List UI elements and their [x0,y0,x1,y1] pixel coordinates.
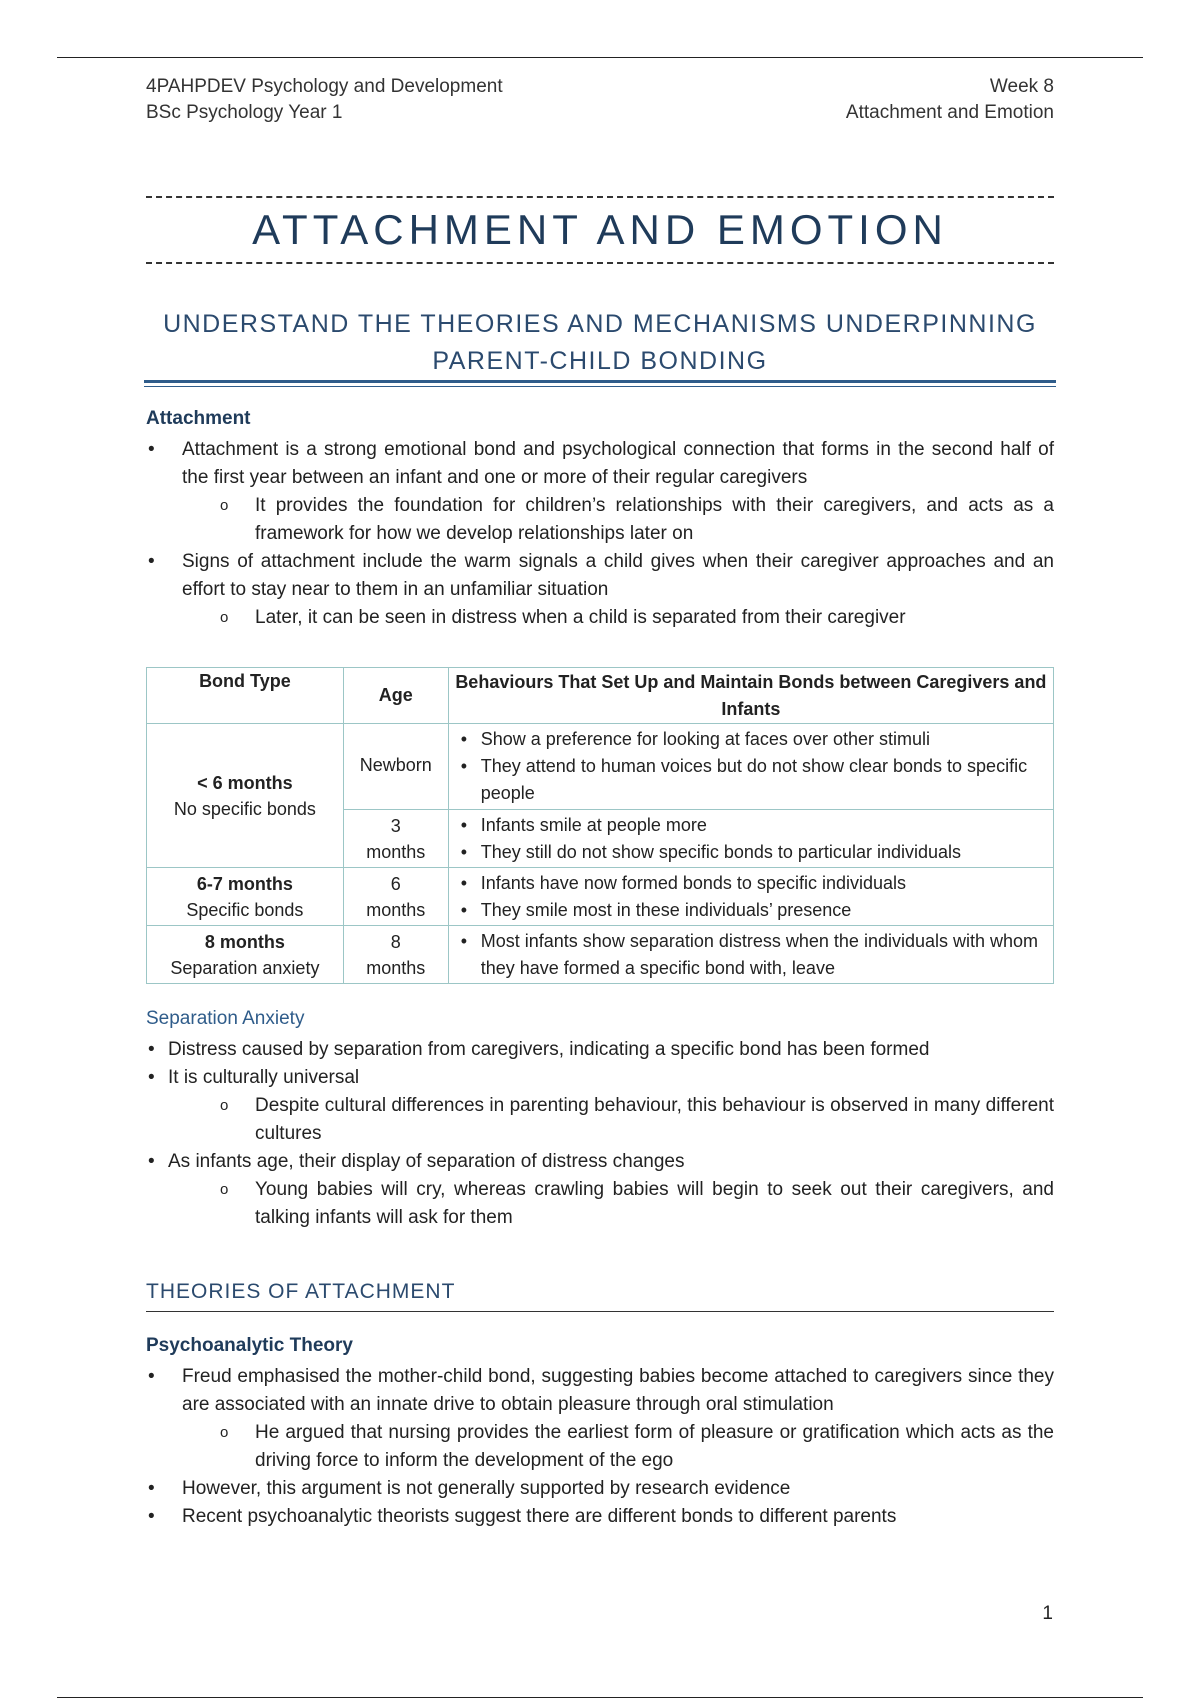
theories-heading: THEORIES OF ATTACHMENT [146,1280,456,1303]
table-row [147,926,1054,984]
subtitle-line-2: PARENT-CHILD BONDING [432,347,768,375]
separation-heading: Separation Anxiety [146,1008,305,1029]
list-item: • Attachment is a strong emotional bond and psychological connection that forms in the second half of the first year between an infant and one or more of their regular caregivers o It provides the foundation for children’s relationships with their caregivers, and acts as a framework for how we develop relationships later on [146,436,1054,548]
list-item: • Signs of attachment include the warm signals a child gives when their caregiver approaches and an effort to stay near to them in an unfamiliar situation o Later, it can be seen in distress when a child is separated from their caregiver [146,548,1054,632]
behaviours-cell: • Infants smile at people more • They still do not show specific bonds to particular individuals [448,810,1053,868]
table-row [147,868,1054,926]
course-code: 4PAHPDEV Psychology and Development [146,76,503,97]
list-item: • Freud emphasised the mother-child bond, suggesting babies become attached to caregivers since they are associated with an innate drive to obtain pleasure through oral stimulation o He argued that nursing provides the earliest form of pleasure or gratification which acts as the driving force to inform the development of the ego [146,1363,1054,1475]
list-item: • However, this argument is not generally supported by research evidence [146,1475,1054,1503]
page-number: 1 [1042,1603,1053,1624]
dashed-rule-bottom [146,262,1054,264]
theories-section [146,1277,1054,1312]
attachment-list [146,436,1054,632]
sub-list-item: o He argued that nursing provides the earliest form of pleasure or gratification which acts as the driving force to inform the development of the ego [146,1419,1054,1475]
list-item: • Distress caused by separation from caregivers, indicating a specific bond has been formed [146,1036,1054,1064]
psychoanalytic-section [146,1333,1054,1531]
bond-type-cell: 8 months Separation anxiety [147,926,344,984]
programme: BSc Psychology Year 1 [146,102,343,123]
title-block [146,196,1054,264]
sub-list-item: o Young babies will cry, whereas crawling babies will begin to seek out their caregivers, and talking infants will ask for them [146,1176,1054,1232]
list-item: • Recent psychoanalytic theorists suggest there are different bonds to different parents [146,1503,1054,1531]
table-row [147,724,1054,810]
separation-section [146,1006,1054,1232]
attachment-section [146,406,1054,632]
age-cell: 6 months [343,868,448,926]
bond-type-cell: < 6 months No specific bonds [147,724,344,868]
subtitle-rule-thin [144,386,1056,387]
table-header-row [147,668,1054,724]
psychoanalytic-list [146,1363,1054,1531]
behaviours-cell: • Show a preference for looking at faces over other stimuli • They attend to human voices but do not show clear bonds to specific people [448,724,1053,810]
top-rule [57,57,1143,58]
header-age: Age [343,668,448,724]
subtitle-line-1: UNDERSTAND THE THEORIES AND MECHANISMS UNDERPINNING [163,310,1037,338]
topic-label: Attachment and Emotion [845,102,1054,123]
theories-rule [146,1311,1054,1312]
age-cell: Newborn [343,724,448,810]
subtitle [146,306,1054,380]
list-item: • As infants age, their display of separation of distress changes o Young babies will cry, whereas crawling babies will begin to seek out their caregivers, and talking infants will ask for them [146,1148,1054,1232]
sub-list-item: o Later, it can be seen in distress when a child is separated from their caregiver [146,604,1054,632]
sub-list-item: o It provides the foundation for children’s relationships with their caregivers, and acts as a framework for how we develop relationships later on [146,492,1054,548]
header-bond-type: Bond Type [147,668,344,724]
psychoanalytic-heading: Psychoanalytic Theory [146,1335,353,1356]
attachment-heading: Attachment [146,408,251,429]
separation-list [146,1036,1054,1232]
list-item: • It is culturally universal o Despite cultural differences in parenting behaviour, this behaviour is observed in many different cultures [146,1064,1054,1148]
bond-table [146,667,1054,984]
page-title: ATTACHMENT AND EMOTION [252,206,948,253]
bottom-rule [57,1697,1143,1698]
bond-type-cell: 6-7 months Specific bonds [147,868,344,926]
sub-list-item: o Despite cultural differences in parenting behaviour, this behaviour is observed in many different cultures [146,1092,1054,1148]
header-behaviours: Behaviours That Set Up and Maintain Bonds between Caregivers and Infants [448,668,1053,724]
behaviours-cell: • Infants have now formed bonds to specific individuals • They smile most in these individuals’ presence [448,868,1053,926]
behaviours-cell: • Most infants show separation distress when the individuals with whom they have formed a specific bond with, leave [448,926,1053,984]
week-label: Week 8 [989,76,1054,97]
age-cell: 3 months [343,810,448,868]
subtitle-rule [144,380,1056,383]
age-cell: 8 months [343,926,448,984]
